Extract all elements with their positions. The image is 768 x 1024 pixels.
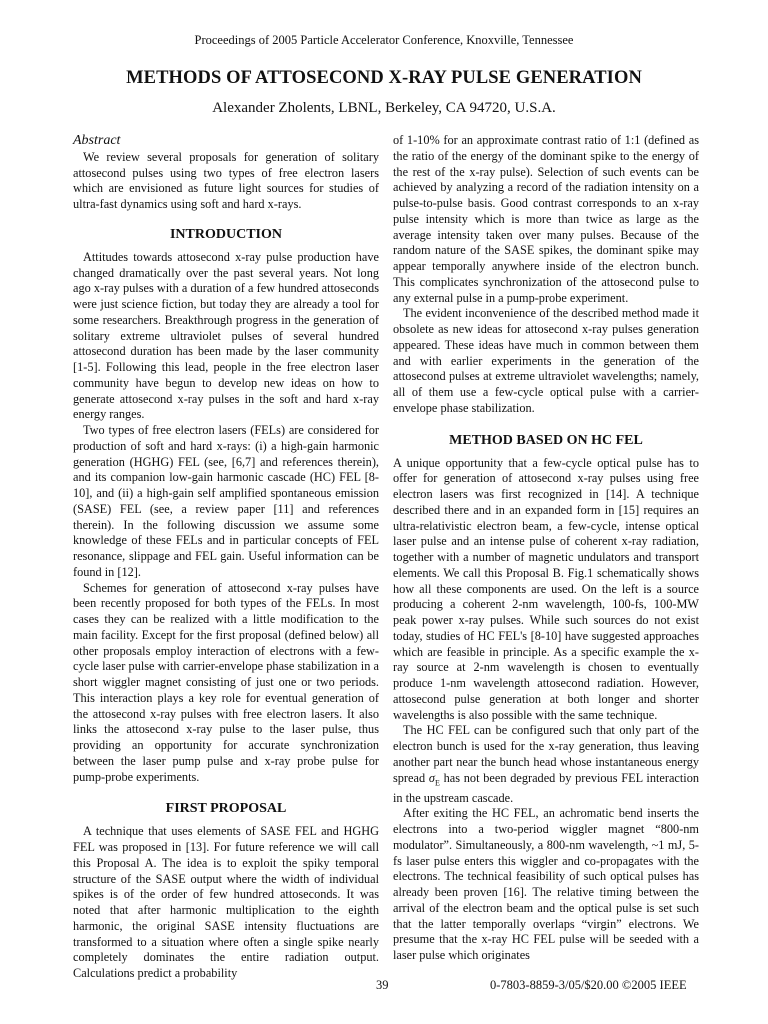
introduction-paragraph-3: Schemes for generation of attosecond x-ray pulses have been recently proposed for both types of the FELs. In most cases they can be realized with a little modification to the main facility. Except for the first proposal (defined below) all other proposals employ interaction of electrons with a few-cycle laser pulse with carrier-envelope phase stabilization in a short wiggler magnet consisting of just one or two periods. This interaction plays a key role for eventual generation of the attosecond x-ray pulses with free electron lasers. It also links the attosecond x-ray pulse to the laser pulse, thus providing an opportunity for accurate synchronization between the laser pump pulse and x-ray probe pulse for pump-probe experiments. [73, 580, 379, 784]
hc-fel-paragraph-2 [393, 723, 699, 806]
introduction-paragraph-1: Attitudes towards attosecond x-ray pulse production have changed dramatically over the past several years. Not long ago x-ray pulses with a duration of a few hundred attoseconds were just science fiction, but today they are already a tool for some researchers. Breakthrough progress in the generation of solitary extreme ultraviolet pulses of several hundred attosecond duration has been made by the laser community [1-5]. Following this lead, people in the free electron laser community have begun to develop new ideas on how to generate attosecond x-ray pulses in the soft and hard x-ray energy ranges. [73, 249, 379, 422]
abstract-text: We review several proposals for generation of solitary attosecond pulses using two types of free electron lasers which are envisioned as future light sources for studies of ultra-fast dynamics using soft and hard x-rays. [73, 149, 379, 211]
sigma-subscript: E [434, 777, 440, 787]
hc-fel-paragraph-1: A unique opportunity that a few-cycle optical pulse has to offer for generation of attosecond x-ray pulses using free electron lasers was first recognized in [14]. A technique described there and in an expanded form in [15] requires an ultra-relativistic electron beam, a few-cycle, intense optical laser pulse and an intense pulse of coherent x-ray radiation, together with a number of magnetic undulators and transport elements. We call this Proposal B. Fig.1 schematically shows how all these components are used. On the left is a source producing a coherent 2-nm wavelength, 100-fs, 100-MW peak power x-ray pulses. While such sources do not exist today, studies of HC FEL's [8-10] have suggested approaches which are feasible in principle. As a specific example the x-ray source at 2-nm wavelength is chosen to eventually produce 1-nm wavelength attosecond radiation. However, attosecond pulse generation at both longer and shorter wavelengths is also possible with the same technique. [393, 455, 699, 722]
hc-fel-paragraph-3: After exiting the HC FEL, an achromatic bend inserts the electrons into a two-period wiggler magnet “800-nm modulator”. Simultaneously, a 800-nm wavelength, ~1 mJ, 5-fs laser pulse enters this wiggler and co-propagates with the electrons. The technical feasibility of such optical pulses has already been proven [16]. The relative timing between the arrival of the electron beam and the optical pulse is set such that the latter temporally overlaps “virgin” electrons. We presume that the x-ray HC FEL pulse will be seeded with a laser pulse which originates [393, 806, 699, 963]
first-proposal-heading: FIRST PROPOSAL [165, 801, 287, 817]
first-proposal-paragraph-2: The evident inconvenience of the described method made it obsolete as new ideas for attosecond x-ray pulses generation appeared. These ideas have much in common between them and with earlier experiments in the generation of the attosecond pulses at extreme ultraviolet wavelengths; namely, all of them use a few-cycle optical pulse with a carrier-envelope phase stabilization. [393, 306, 699, 415]
hc-fel-paragraph-2-text: The HC FEL can be configured such that only part of the electron bunch is used for the x-ray generation, thus leaving another part near the bunch head whose instantaneous energy spread [393, 723, 699, 785]
hc-fel-paragraph-2-text-end: has not been degraded by previous FEL interaction in the upstream cascade. [393, 770, 700, 805]
first-proposal-paragraph-1: A technique that uses elements of SASE FEL and HGHG FEL was proposed in [13]. For future reference we will call this Proposal A. The idea is to exploit the spiky temporal structure of the SASE output where the width of individual spikes is of the order of few hundred attoseconds. It was noted that after harmonic multiplication to the eighth harmonic, the original SASE intensity fluctuations are transformed to a situation where often a single spike nearly completely dominates the entire radiation output. Calculations predict a probability [73, 824, 379, 980]
author-affiliation: Alexander Zholents, LBNL, Berkeley, CA 94720, U.S.A. [212, 100, 556, 116]
left-column [73, 133, 379, 982]
copyright-code: 0-7803-8859-3/05/$20.00 ©2005 IEEE [490, 978, 687, 992]
page-number: 39 [376, 978, 389, 992]
sigma-symbol: σ [428, 770, 435, 785]
introduction-heading: INTRODUCTION [169, 226, 282, 242]
hc-fel-heading: METHOD BASED ON HC FEL [449, 432, 643, 448]
paper-title: METHODS OF ATTOSECOND X-RAY PULSE GENERATION [126, 68, 642, 88]
first-proposal-paragraph-1-continued: of 1-10% for an approximate contrast ratio of 1:1 (defined as the ratio of the energy of the dominant spike to the energy of the rest of the x-ray pulse). Selection of such events can be achieved by analyzing a record of the radiation intensity on a pulse-to-pulse basis. Good contrast corresponds to an x-ray pulse intensity which is more than twice as large as the average intensity taken over many pulses. Because of the random nature of the SASE spikes, the dominant spike may appear temporally anywhere inside of the electron bunch. This complicates synchronization of the attosecond pulse to any external pulse in a pump-probe experiment. [393, 133, 699, 305]
running-head: Proceedings of 2005 Particle Accelerator Conference, Knoxville, Tennessee [194, 33, 574, 47]
right-column [393, 133, 699, 964]
introduction-paragraph-2: Two types of free electron lasers (FELs) are considered for production of soft and hard x-rays: (i) a high-gain harmonic generation (HGHG) FEL (see, [6,7] and references therein), and its companion low-gain harmonic cascade (HC) FEL [8-10], and (ii) a high-gain self amplified spontaneous emission (SASE) FEL (see, a review paper [11] and references therein). In the following discussion we assume some knowledge of these FELs and in particular concepts of FEL resonance, slippage and FEL gain. Useful information can be found in [12]. [73, 423, 379, 579]
abstract-heading: Abstract [73, 133, 121, 148]
